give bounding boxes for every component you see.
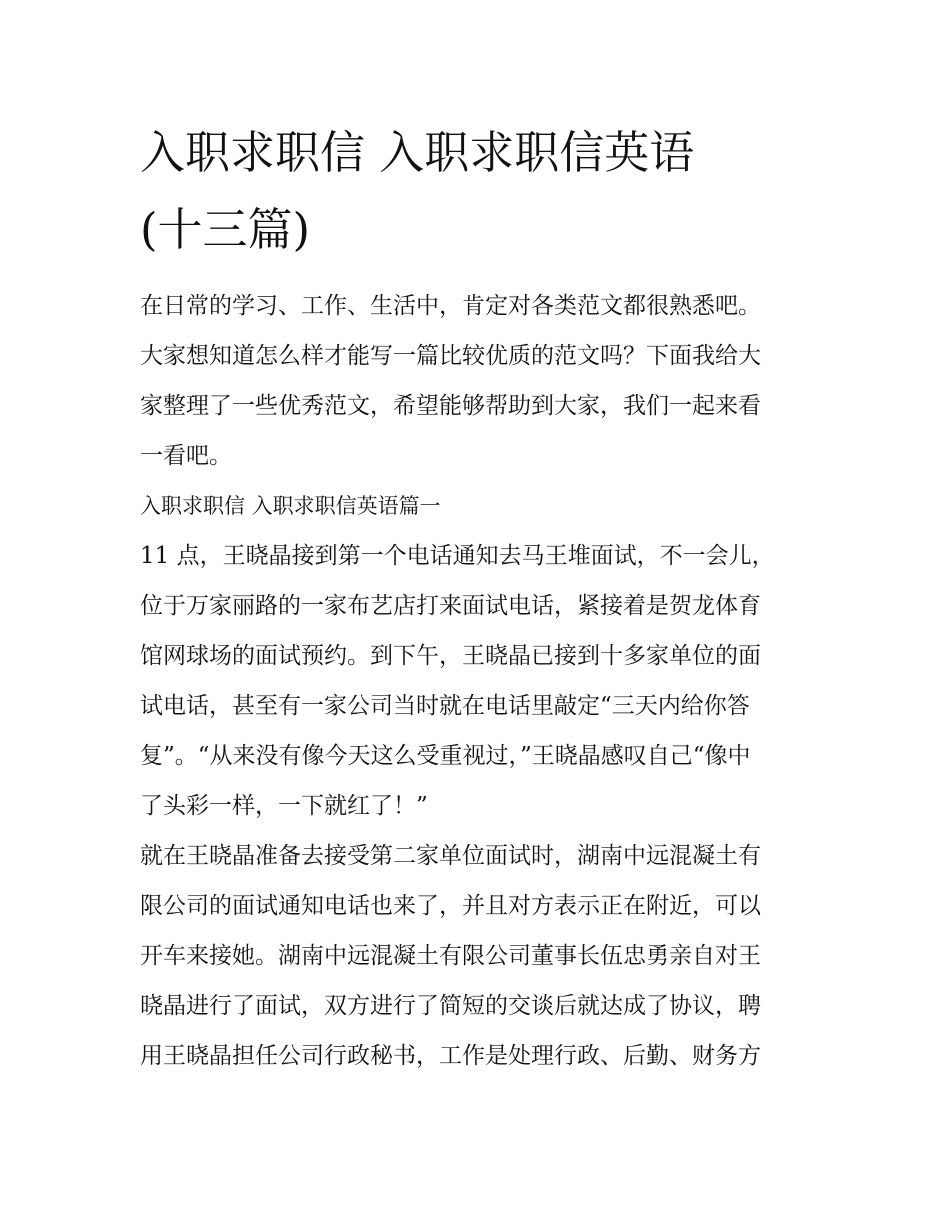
paragraph1-line-3: 馆网球场的面试预约。到下午，王晓晶已接到十多家单位的面 xyxy=(140,643,761,669)
paragraph2-line-5: 用王晓晶担任公司行政秘书，工作是处理行政、后勤、财务方 xyxy=(140,1043,761,1069)
body-paragraph-1 xyxy=(140,531,812,831)
body-paragraph-2 xyxy=(140,831,812,1081)
paragraph1-line-5: 复”。“从来没有像今天这么受重视过，”王晓晶感叹自己“像中 xyxy=(140,743,751,769)
paragraph2-line-1: 就在王晓晶准备去接受第二家单位面试时，湖南中远混凝土有 xyxy=(140,843,761,869)
paragraph1-line-4: 试电话，甚至有一家公司当时就在电话里敲定“三天内给你答 xyxy=(140,693,750,719)
intro-line-2: 大家想知道怎么样才能写一篇比较优质的范文吗？下面我给大 xyxy=(140,343,761,369)
intro-line-4: 一看吧。 xyxy=(140,443,232,469)
document-body xyxy=(140,114,812,1081)
title-line-1: 入职求职信 入职求职信英语 xyxy=(140,126,695,179)
title-line-2: (十三篇) xyxy=(140,203,311,256)
section-heading: 入职求职信 入职求职信英语篇一 xyxy=(140,494,441,518)
paragraph1-line-2: 位于万家丽路的一家布艺店打来面试电话，紧接着是贺龙体育 xyxy=(140,593,761,619)
document-title xyxy=(140,114,812,268)
intro-line-3: 家整理了一些优秀范文，希望能够帮助到大家，我们一起来看 xyxy=(140,393,761,419)
paragraph2-line-4: 晓晶进行了面试，双方进行了简短的交谈后就达成了协议，聘 xyxy=(140,993,761,1019)
paragraph1-line-1: 11 点，王晓晶接到第一个电话通知去马王堆面试，不一会儿， xyxy=(140,543,775,569)
paragraph1-line-6: 了头彩一样，一下就红了！” xyxy=(140,793,428,819)
intro-paragraph xyxy=(140,281,812,481)
intro-line-1: 在日常的学习、工作、生活中，肯定对各类范文都很熟悉吧。 xyxy=(140,293,761,319)
paragraph2-line-3: 开车来接她。湖南中远混凝土有限公司董事长伍忠勇亲自对王 xyxy=(140,943,761,969)
paragraph2-line-2: 限公司的面试通知电话也来了，并且对方表示正在附近，可以 xyxy=(140,893,761,919)
